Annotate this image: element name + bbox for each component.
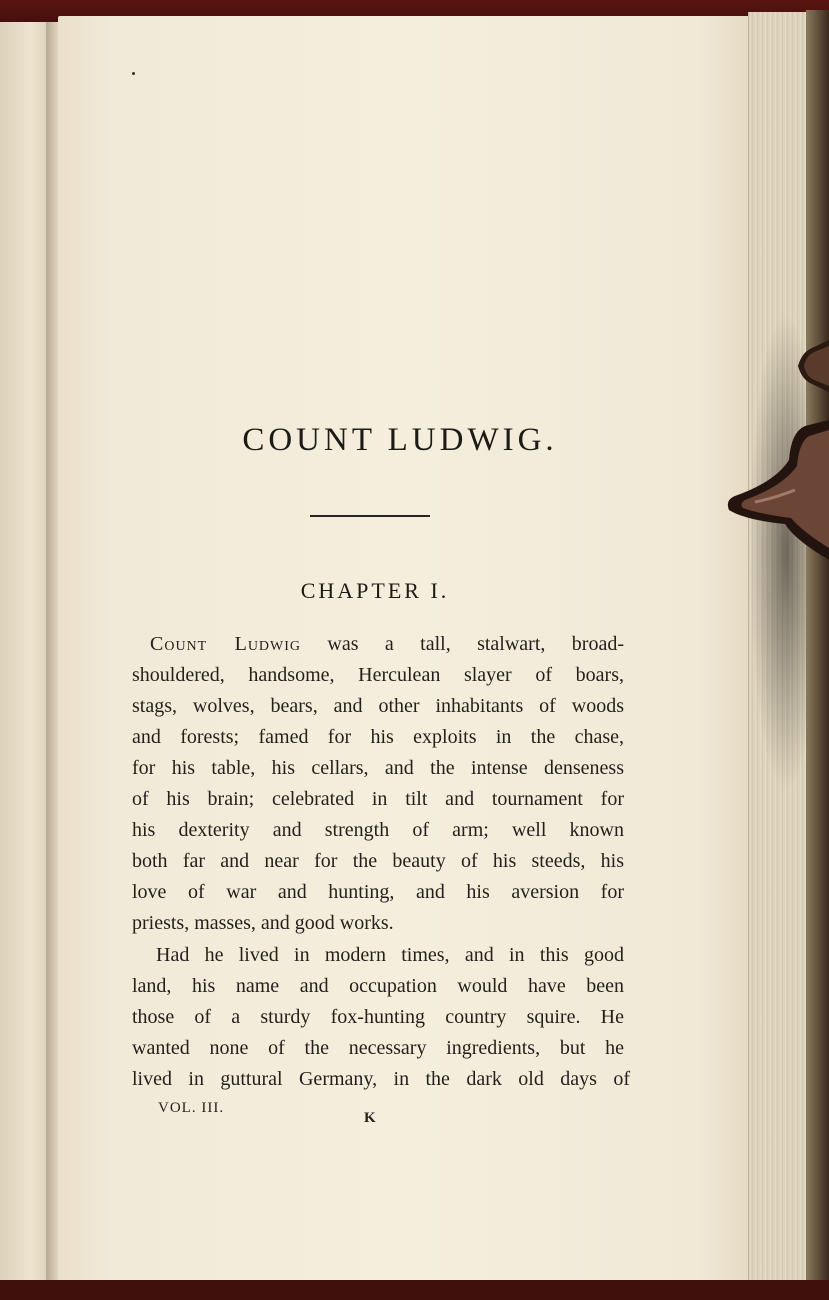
- signature-mark: K: [364, 1110, 376, 1126]
- text-line: stags, wolves, bears, and other inhabitants of woods: [132, 695, 624, 717]
- text-line: Had he lived in modern times, and in this good: [156, 944, 624, 966]
- text-line: both far and near for the beauty of his steeds, his: [132, 850, 624, 872]
- book-title: COUNT LUDWIG.: [242, 422, 558, 458]
- ink-speck: [132, 72, 135, 75]
- text-line: shouldered, handsome, Herculean slayer of boars,: [132, 664, 624, 686]
- text-line: love of war and hunting, and his aversion for: [132, 881, 624, 903]
- text-line: lived in guttural Germany, in the dark old days of: [132, 1068, 630, 1090]
- title-rule: [310, 515, 430, 517]
- text-line: wanted none of the necessary ingredients, but he: [132, 1037, 624, 1059]
- text-line: of his brain; celebrated in tilt and tournament for: [132, 788, 624, 810]
- text-line: land, his name and occupation would have been: [132, 975, 624, 997]
- chapter-heading: CHAPTER I.: [300, 578, 450, 603]
- lead-words: Count Ludwig: [150, 633, 302, 655]
- text-line-content: was a tall, stalwart, broad-: [301, 633, 624, 655]
- text-line: priests, masses, and good works.: [132, 912, 394, 934]
- text-line: [150, 632, 624, 656]
- volume-number: VOL. III.: [158, 1100, 225, 1116]
- text-line: his dexterity and strength of arm; well known: [132, 819, 624, 841]
- text-line: for his table, his cellars, and the intense denseness: [132, 757, 624, 779]
- text-line: those of a sturdy fox-hunting country squire. He: [132, 1006, 624, 1028]
- text-line: and forests; famed for his exploits in the chase,: [132, 726, 624, 748]
